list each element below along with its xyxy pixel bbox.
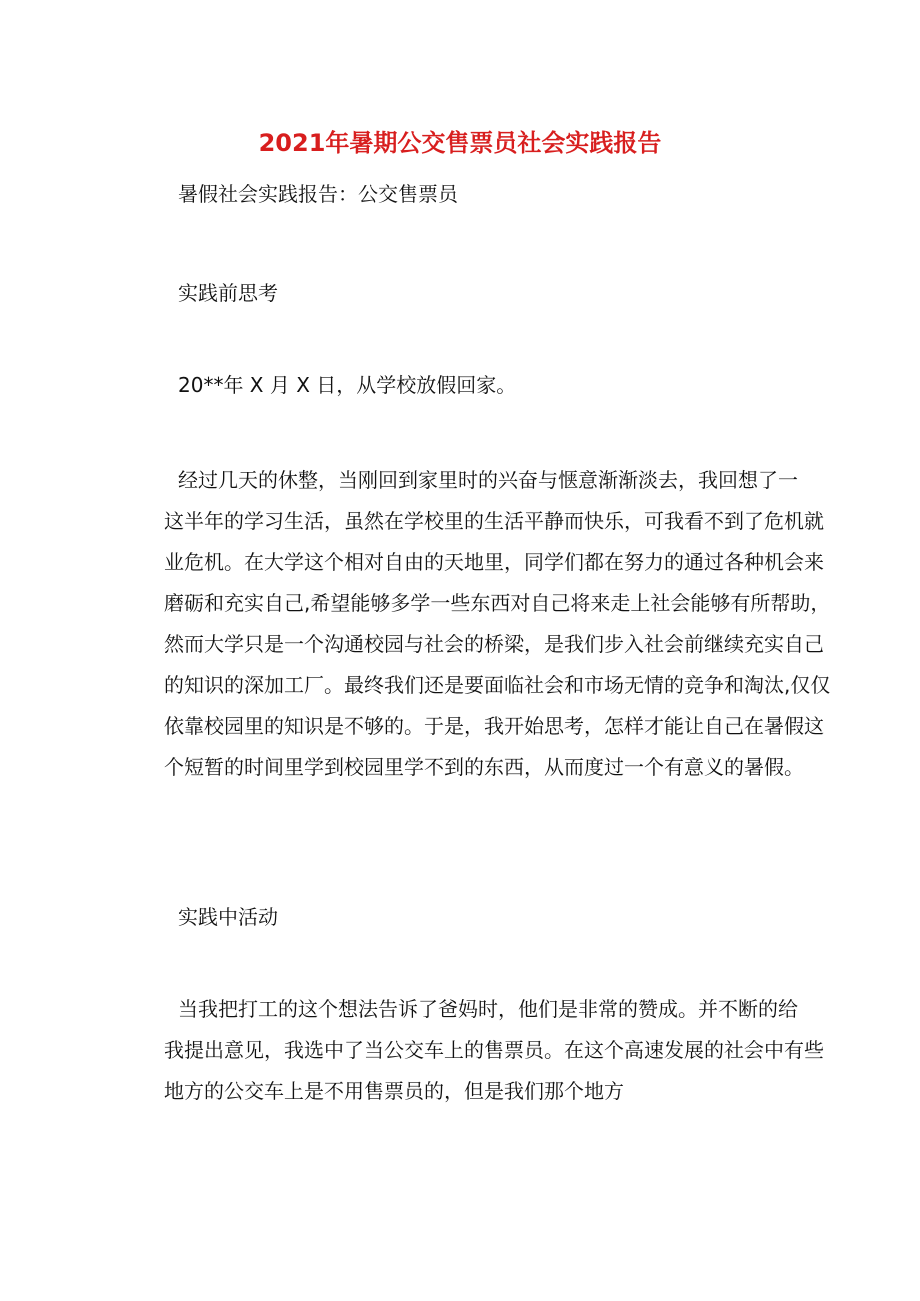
paragraph-line: 当我把打工的这个想法告诉了爸妈时，他们是非常的赞成。并不断的给 <box>178 997 798 1021</box>
paragraph-line: 地方的公交车上是不用售票员的，但是我们那个地方 <box>164 1079 624 1103</box>
paragraph-line: 磨砺和充实自己,希望能够多学一些东西对自己将来走上社会能够有所帮助， <box>164 591 831 615</box>
paragraph-line: 我提出意见，我选中了当公交车上的售票员。在这个高速发展的社会中有些 <box>164 1038 824 1062</box>
section-heading-before-practice: 实践前思考 <box>178 281 278 305</box>
paragraph-line: 业危机。在大学这个相对自由的天地里，同学们都在努力的通过各种机会来 <box>164 550 824 574</box>
paragraph-line: 依靠校园里的知识是不够的。于是，我开始思考，怎样才能让自己在暑假这 <box>164 714 824 738</box>
paragraph-line: 然而大学只是一个沟通校园与社会的桥梁，是我们步入社会前继续充实自己 <box>164 632 824 656</box>
section-heading-during-practice: 实践中活动 <box>178 905 278 929</box>
document-subtitle: 暑假社会实践报告：公交售票员 <box>178 182 458 206</box>
paragraph-line: 这半年的学习生活，虽然在学校里的生活平静而快乐，可我看不到了危机就 <box>164 509 824 533</box>
paragraph-activity <box>164 989 824 1112</box>
paragraph-reflection <box>164 460 831 788</box>
paragraph-line: 经过几天的休整，当刚回到家里时的兴奋与惬意渐渐淡去，我回想了一 <box>178 468 798 492</box>
paragraph-line: 个短暂的时间里学到校园里学不到的东西，从而度过一个有意义的暑假。 <box>164 755 804 779</box>
date-line: 20**年 X 月 X 日，从学校放假回家。 <box>178 373 517 397</box>
document-title: 2021年暑期公交售票员社会实践报告 <box>258 129 662 157</box>
paragraph-line: 的知识的深加工厂。最终我们还是要面临社会和市场无情的竞争和淘汰,仅仅 <box>164 673 831 697</box>
